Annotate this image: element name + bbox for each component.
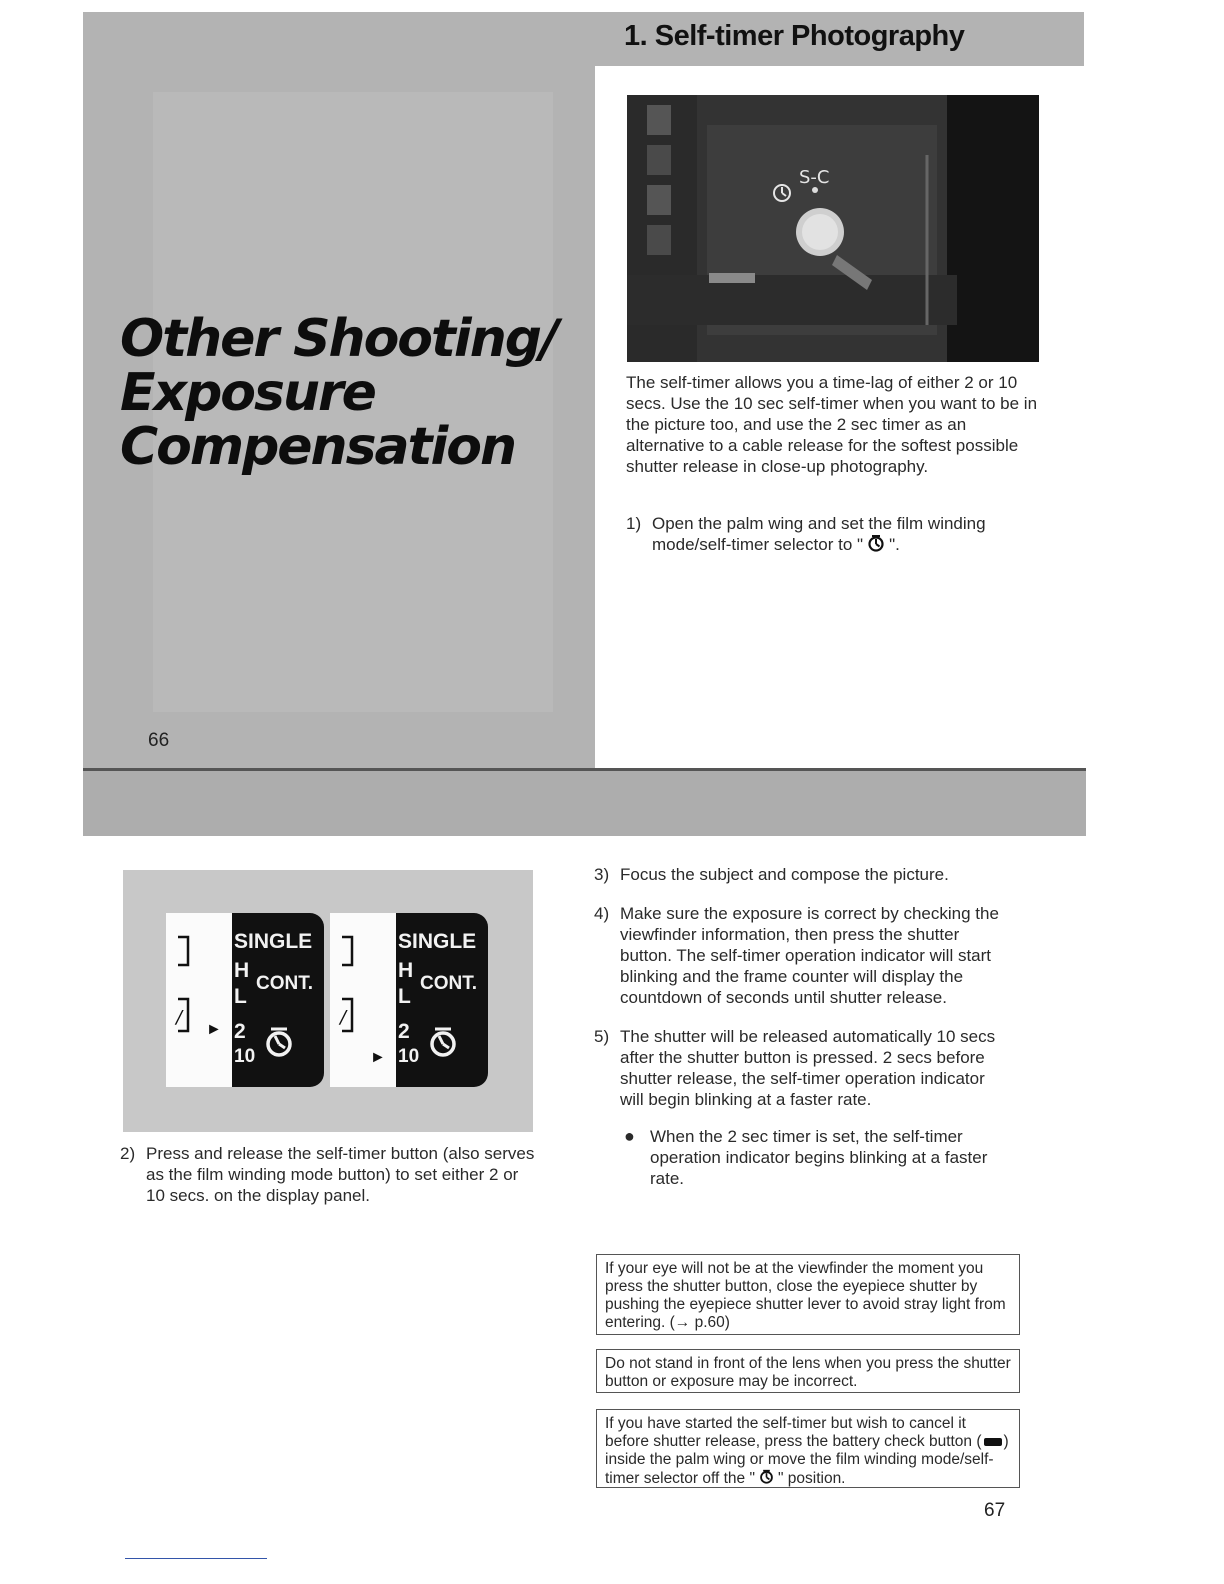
battery-check-icon: [984, 1438, 1002, 1446]
step-5: [594, 1026, 1012, 1110]
lcd-label-single: SINGLE: [398, 930, 477, 953]
note-3-text-after: " position.: [777, 1470, 846, 1488]
lcd-label-h: H: [398, 959, 414, 982]
step-1-number: 1): [626, 514, 642, 533]
page-divider-band: [83, 768, 1086, 836]
lcd-label-h: H: [234, 959, 250, 982]
lcd-frame-counter-area: [166, 913, 232, 1087]
sc-label: S-C: [799, 167, 830, 188]
lcd-label-10: 10: [398, 1046, 420, 1067]
self-timer-icon: [759, 1469, 774, 1489]
lcd-label-l: L: [234, 985, 247, 1008]
note-stand-clear: [596, 1349, 1020, 1393]
step-3: [594, 864, 1012, 885]
bullet-text: When the 2 sec timer is set, the self-timer operation indicator begins blinking at a faster rate.: [650, 1127, 988, 1188]
self-timer-icon: [426, 1025, 460, 1059]
lcd-display-10sec: [330, 913, 488, 1087]
lcd-label-single: SINGLE: [234, 930, 313, 953]
lcd-label-2: 2: [234, 1020, 246, 1043]
footer-rule: [125, 1558, 267, 1559]
step-4-number: 4): [594, 904, 610, 923]
step-2-text: Press and release the self-timer button (also serves as the film winding mode button) to set either 2 or 10 secs. on the display panel.: [146, 1144, 535, 1205]
lcd-label-10: 10: [234, 1046, 256, 1067]
page-number-left: 66: [148, 730, 170, 751]
indicator-arrow: ►: [206, 1021, 222, 1038]
page-number-right: 67: [984, 1500, 1006, 1521]
lcd-label-cont: CONT.: [420, 973, 477, 994]
step-1-text-before: Open the palm wing and set the film winding mode/self-timer selector to ": [652, 514, 986, 554]
step-3-number: 3): [594, 865, 610, 884]
note-cancel-self-timer: [596, 1409, 1020, 1488]
bullet-dot: ●: [624, 1126, 635, 1146]
camera-photo: [627, 95, 1039, 362]
lcd-display-2sec: [166, 913, 324, 1087]
bullet-note: [624, 1126, 1012, 1189]
lcd-label-2: 2: [398, 1020, 410, 1043]
step-4-text: Make sure the exposure is correct by checking the viewfinder information, then press the shutter button. The self-timer operation indicator will start blinking and the frame counter will display the countdown of seconds until shutter release.: [620, 904, 999, 1007]
step-5-text: The shutter will be released automatically 10 secs after the shutter button is pressed. 2 secs before shutter release, the self-timer operation indicator will begin blinking at a faster rate.: [620, 1027, 996, 1109]
svg-text:/: /: [176, 1007, 183, 1028]
note-3-text-before: If you have started the self-timer but wish to cancel it before shutter release, press the battery check button (: [605, 1415, 982, 1450]
step-5-number: 5): [594, 1027, 610, 1046]
display-panel-illustration: [123, 870, 533, 1132]
chapter-title: [120, 309, 557, 477]
step-3-text: Focus the subject and compose the picture.: [620, 865, 949, 884]
indicator-arrow: ►: [370, 1049, 386, 1066]
step-1-text-after: ".: [889, 535, 900, 554]
note-3-text-middle: ) inside the palm wing or move the film winding mode/self-timer selector off the ": [605, 1433, 1009, 1488]
lcd-mode-area: [232, 913, 324, 1087]
step-2-number: 2): [120, 1144, 136, 1163]
note-eyepiece-shutter: [596, 1254, 1020, 1335]
right-steps-list: [594, 864, 1012, 1189]
note-1-text: If your eye will not be at the viewfinder the moment you press the shutter button, close the eyepiece shutter by pushing the eyepiece shutter lever to avoid stray light from entering. (→ p.60): [605, 1260, 1006, 1331]
chapter-title-line-3: Compensation: [120, 417, 516, 477]
lcd-frame-counter-area: [330, 913, 396, 1087]
step-4: [594, 903, 1012, 1008]
svg-text:/: /: [340, 1007, 347, 1028]
lcd-mode-area: [396, 913, 488, 1087]
self-timer-icon: [262, 1025, 296, 1059]
section-title: 1. Self-timer Photography: [624, 20, 965, 52]
intro-paragraph: The self-timer allows you a time-lag of either 2 or 10 secs. Use the 10 sec self-timer when you want to be in the picture too, and use the 2 sec timer as an alternative to a cable release for the softest possible shutter release in close-up photography.: [626, 373, 1038, 476]
lcd-label-cont: CONT.: [256, 973, 313, 994]
lcd-label-l: L: [398, 985, 411, 1008]
step-2: [120, 1143, 536, 1206]
self-timer-icon: [867, 534, 885, 557]
note-2-text: Do not stand in front of the lens when you press the shutter button or exposure may be incorrect.: [605, 1355, 1011, 1390]
divider-rule: [83, 768, 1086, 771]
step-1-text: [652, 513, 1040, 557]
chapter-title-line-1: Other Shooting/: [120, 309, 557, 369]
step-1: [626, 513, 1040, 557]
chapter-title-line-2: Exposure: [120, 363, 375, 423]
